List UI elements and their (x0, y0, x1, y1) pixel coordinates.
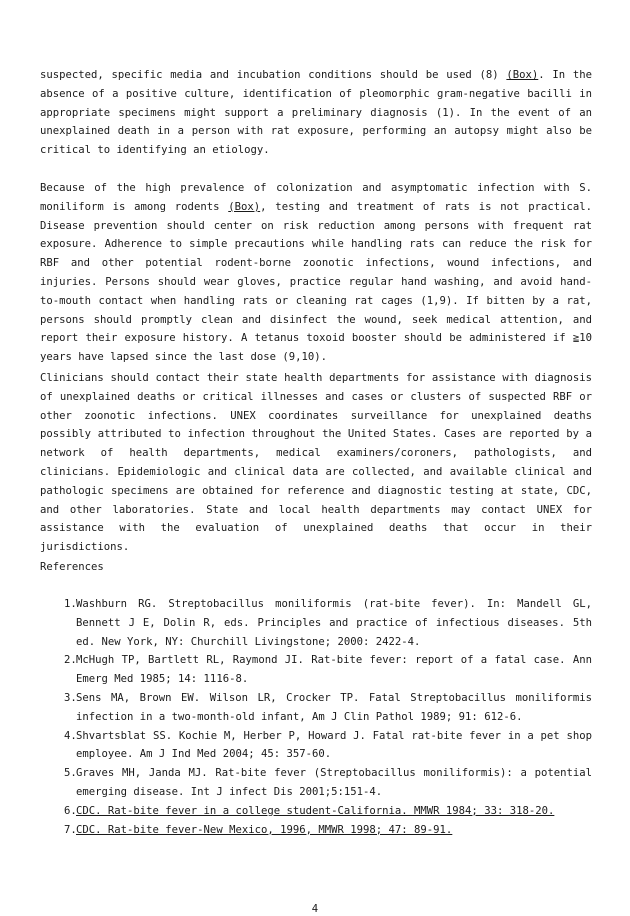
reference-number: 1. (64, 598, 77, 610)
references-heading: References (40, 561, 104, 573)
paragraph-prevention (40, 179, 592, 367)
reference-item (64, 764, 592, 802)
reference-number: 6. (64, 804, 77, 817)
reference-text[interactable]: CDC. Rat-bite fever-New Mexico, 1996, MMWR 1998; 47: 89-91. (76, 823, 453, 836)
reference-number: 2. (64, 654, 77, 667)
reference-text[interactable]: CDC. Rat-bite fever in a college student-California. MMWR 1984; 33: 318-20. (76, 804, 555, 817)
reference-item (64, 595, 592, 651)
paragraph-clinicians: Clinicians should contact their state health departments for assistance with diagnosis of unexplained deaths or critical illnesses and cases or clusters of suspected RBF or other zoonotic infections. UNEX coordinates surveillance for unexplained deaths possibly attributed to infection throughout the United States. Cases are reported by a network of health departments, medical examiners/coroners, pathologists, and clinicians. Epidemiologic and clinical data are collected, and available clinical and pathologic specimens are obtained for reference and diagnostic testing at state, CDC, and other laboratories. State and local health departments may contact UNEX for assistance with the evaluation of unexplained deaths that occur in their jurisdictions. (40, 372, 592, 554)
reference-text: Washburn RG. Streptobacillus moniliformis (rat-bite fever). In: Mandell GL, Bennett J E, Dolin R, eds. Principles and practice of infectious diseases. 5th ed. New York, NY: Churchill Livingstone; 2000: 2422-4. (76, 598, 592, 648)
reference-text: McHugh TP, Bartlett RL, Raymond JI. Rat-bite fever: report of a fatal case. Ann Emerg Med 1985; 14: 1116-8. (76, 654, 592, 686)
paragraph-text: , testing and treatment of rats is not practical. Disease prevention should center on risk reduction among persons with frequent rat exposure. Adherence to simple precautions while handling rats can reduce the risk for RBF and other potential rodent-borne zoonotic infections, wound infections, and injuries. Persons should wear gloves, practice regular hand washing, and avoid hand-to-mouth contact when handling rats or cleaning rat cages (1,9). If bitten by a rat, persons should promptly clean and disinfect the wound, seek medical attention, and report their exposure history. A tetanus toxoid booster should be administered if ≧10 years have lapsed since the last dose (9,10). (40, 200, 592, 364)
reference-number: 7. (64, 823, 77, 836)
reference-item-link[interactable] (64, 802, 592, 821)
reference-text: Graves MH, Janda MJ. Rat-bite fever (Streptobacillus moniliformis): a potential emerging disease. Int J infect Dis 2001;5:151-4. (76, 767, 592, 798)
paragraph-text: . In the absence of a positive culture, identification of pleomorphic gram-negative bacilli in appropriate specimens might support a preliminary diagnosis (1). In the event of an unexplained death in a person with rat exposure, performing an autopsy might also be critical to identifying an etiology. (40, 69, 592, 157)
reference-number: 3. (64, 691, 77, 704)
box-link[interactable]: (Box) (228, 200, 261, 213)
paragraph-diagnosis (40, 66, 592, 160)
reference-number: 4. (64, 729, 77, 742)
reference-item (64, 651, 592, 689)
references-list (64, 595, 592, 839)
box-link[interactable]: (Box) (506, 69, 539, 81)
reference-text: Sens MA, Brown EW. Wilson LR, Crocker TP. Fatal Streptobacillus moniliformis infection in a two-month-old infant, Am J Clin Pathol 1989; 91: 612-6. (76, 691, 592, 723)
reference-item (64, 689, 592, 727)
reference-number: 5. (64, 767, 77, 780)
paragraph-text: suspected, specific media and incubation conditions should be used (8) (40, 69, 507, 81)
page-number: 4 (311, 903, 319, 915)
reference-text: Shvartsblat SS. Kochie M, Herber P, Howard J. Fatal rat-bite fever in a pet shop employee. Am J Ind Med 2004; 45: 357-60. (76, 729, 592, 761)
reference-item-link[interactable] (64, 821, 592, 840)
paragraph-text: Because of the high prevalence of colonization and asymptomatic infection with S. moniliform is among rodents (40, 182, 592, 213)
reference-item (64, 727, 592, 765)
